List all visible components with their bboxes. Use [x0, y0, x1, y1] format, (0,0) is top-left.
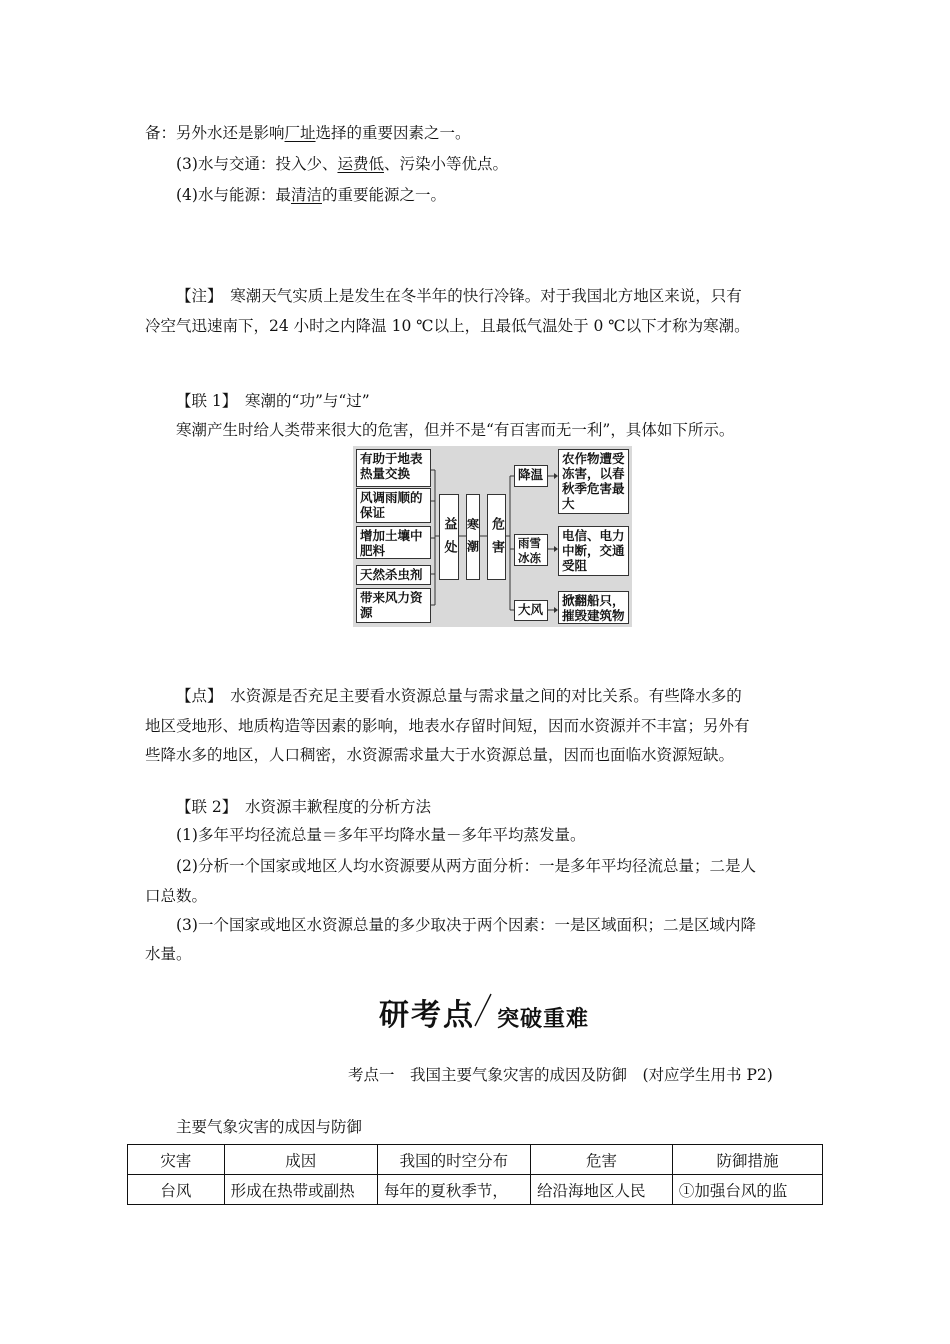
link2-item-2: (2)分析一个国家或地区人均水资源要从两方面分析：一是多年平均径流总量；二是人 — [176, 857, 756, 875]
link2-title: 【联 2】 水资源丰歉程度的分析方法 — [176, 798, 432, 816]
harm-label: 危害 — [487, 494, 506, 580]
heading-slash — [469, 990, 499, 1030]
cold-wave-label: 寒潮 — [466, 494, 480, 580]
benefit-box-pesticide: 天然杀虫剂 — [356, 565, 431, 585]
table-header-cell: 我国的时空分布 — [377, 1145, 530, 1175]
table-header-cell: 防御措施 — [672, 1145, 822, 1175]
text-line-transport: (3)水与交通：投入少、运费低、污染小等优点。 — [176, 155, 508, 173]
table-header-cell: 危害 — [531, 1145, 673, 1175]
table-header-cell: 成因 — [224, 1145, 377, 1175]
cold-wave-diagram — [353, 446, 632, 627]
table-cell: 形成在热带或副热 — [224, 1175, 377, 1205]
table-cell: 给沿海地区人民 — [531, 1175, 673, 1205]
text-line-energy: (4)水与能源：最清洁的重要能源之一。 — [176, 186, 446, 204]
harm-type-ice: 雨雪冰冻 — [514, 534, 548, 566]
exam-point-title: 考点一 我国主要气象灾害的成因及防御 (对应学生用书 P2) — [348, 1066, 773, 1084]
harm-type-wind: 大风 — [514, 600, 548, 621]
heading-right: 突破重难 — [497, 1007, 590, 1032]
text-line-factory: 备：另外水还是影响厂址选择的重要因素之一。 — [145, 124, 471, 142]
note-line-1: 【注】 寒潮天气实质上是发生在冬半年的快行冷锋。对于我国北方地区来说，只有 — [176, 287, 742, 305]
link2-item-1: (1)多年平均径流总量＝多年平均降水量－多年平均蒸发量。 — [176, 826, 586, 844]
benefit-label: 益处 — [439, 494, 459, 580]
harm-effect-ships: 掀翻船只，摧毁建筑物 — [558, 591, 629, 624]
harm-effect-crops: 农作物遭受冻害，以春秋季危害最大 — [558, 449, 629, 514]
link2-item-2-cont: 口总数。 — [145, 887, 208, 905]
hazard-table — [127, 1144, 823, 1205]
harm-type-cooling: 降温 — [514, 465, 548, 487]
point-line-3: 些降水多的地区，人口稠密，水资源需求量大于水资源总量，因而也面临水资源短缺。 — [145, 746, 735, 764]
link2-item-3: (3)一个国家或地区水资源总量的多少取决于两个因素：一是区域面积；二是区域内降 — [176, 916, 756, 934]
table-cell: ①加强台风的监 — [672, 1175, 822, 1205]
table-header-cell: 灾害 — [128, 1145, 225, 1175]
note-line-2: 冷空气迅速南下，24 小时之内降温 10 ℃以上，且最低气温处于 0 ℃以下才称为寒潮。 — [145, 317, 750, 335]
link1-body: 寒潮产生时给人类带来很大的危害，但并不是“有百害而无一利”，具体如下所示。 — [176, 421, 735, 439]
table-caption: 主要气象灾害的成因与防御 — [176, 1118, 363, 1136]
table-header-row — [128, 1145, 823, 1175]
link2-item-3-cont: 水量。 — [145, 945, 192, 963]
table-row — [128, 1175, 823, 1205]
benefit-box-rain: 风调雨顺的保证 — [356, 488, 431, 523]
point-line-2: 地区受地形、地质构造等因素的影响，地表水存留时间短，因而水资源并不丰富；另外有 — [145, 717, 750, 735]
heading-left: 研考点 — [379, 998, 475, 1033]
table-cell: 每年的夏秋季节， — [377, 1175, 530, 1205]
section-heading — [379, 990, 619, 1033]
harm-effect-power: 电信、电力中断，交通受阻 — [558, 526, 629, 576]
link1-title: 【联 1】 寒潮的“功”与“过” — [176, 392, 370, 410]
benefit-box-wind-power: 带来风力资源 — [356, 588, 431, 623]
benefit-box-soil: 增加土壤中肥料 — [356, 526, 431, 559]
benefit-box-heat-exchange: 有助于地表热量交换 — [356, 449, 431, 487]
point-line-1: 【点】 水资源是否充足主要看水资源总量与需求量之间的对比关系。有些降水多的 — [176, 687, 742, 705]
table-cell: 台风 — [128, 1175, 225, 1205]
